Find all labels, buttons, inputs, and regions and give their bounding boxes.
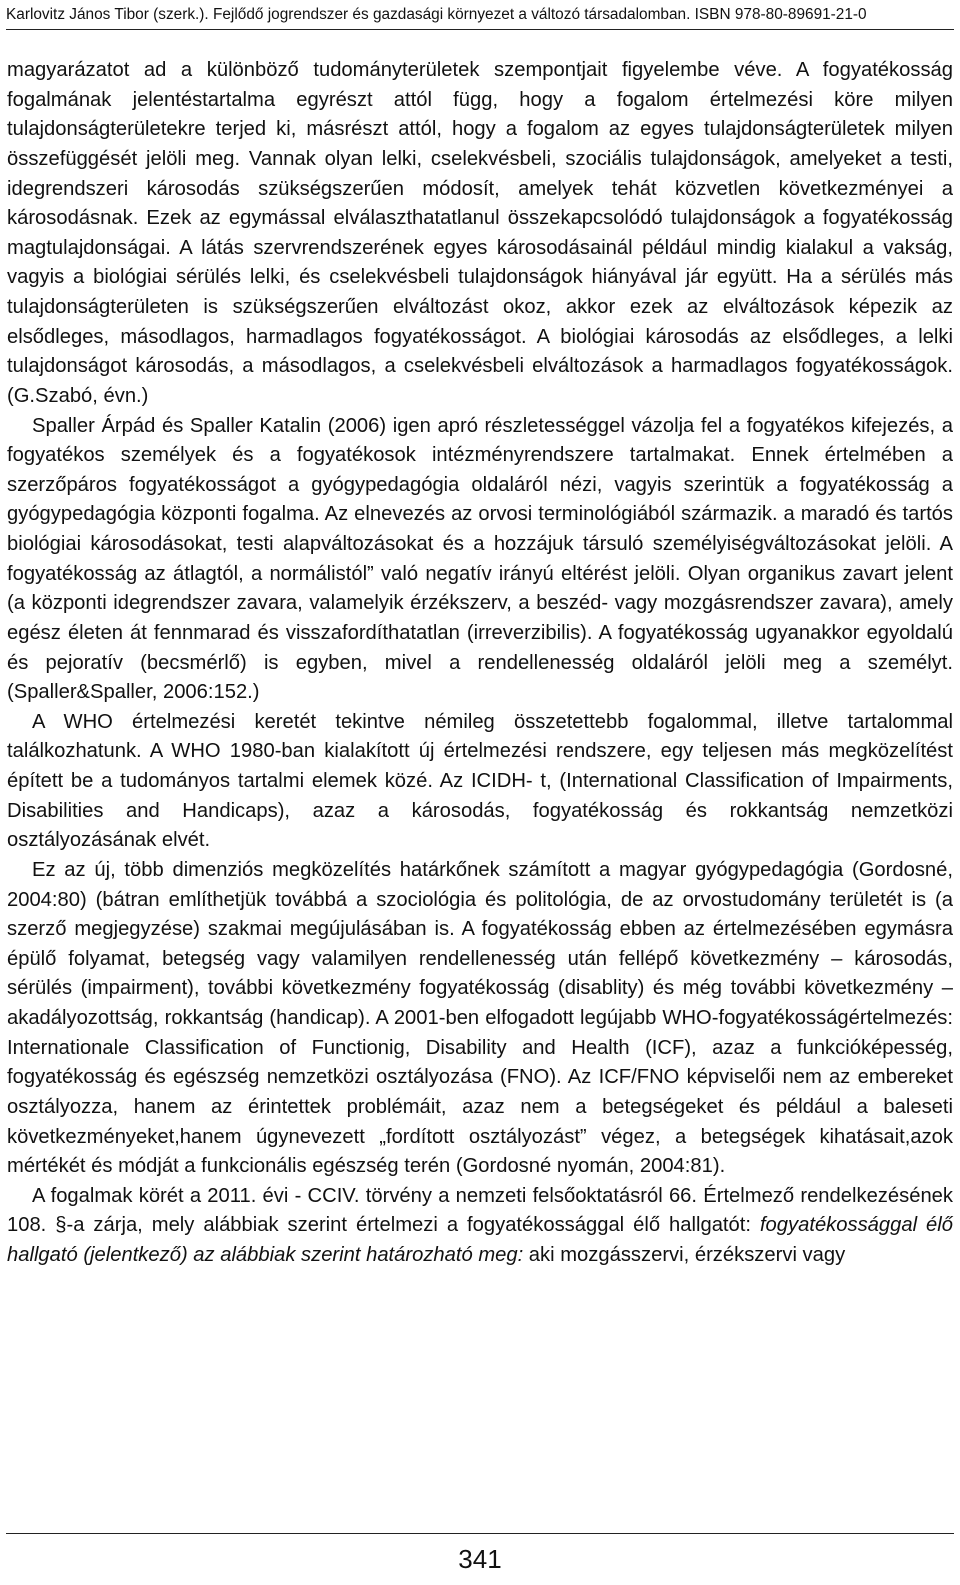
- paragraph-5: [7, 1182, 953, 1271]
- running-header: Karlovitz János Tibor (szerk.). Fejlődő jogrendszer és gazdasági környezet a változó társadalomban. ISBN 978-80-89691-21-0: [6, 6, 867, 23]
- paragraph-1: magyarázatot ad a különböző tudományterületek szempontjait figyelembe véve. A fogyatékosság fogalmának jelentéstartalma egyrészt attól függ, hogy a fogalom értelmezési köre milyen tulajdonságterületekre terjed ki, másrészt attól, hogy a fogalom az egyes tulajdonságterületek milyen összefüggését jelöli meg. Vannak olyan lelki, cselekvésbeli, szociális tulajdonságok, amelyeket a testi, idegrendszeri károsodás szükségszerűen módosít, amelyek tehát közvetlen következményei a károsodásnak. Ezek az egymással elválaszthatatlanul összekapcsolódó tulajdonságok a fogyatékosság magtulajdonságai. A látás szervrendszerének egyes károsodásainál például mindig kialakul a vakság, vagyis a biológiai sérülés lelki, és cselekvésbeli tulajdonságok hiányával jár együtt. Ha a sérülés más tulajdonságterületen is szükségszerűen elváltozást okoz, akkor ezek az elváltozások képezik az elsődleges, másodlagos, harmadlagos fogyatékosságot. A biológiai károsodás az elsődleges, a lelki tulajdonságot károsodás, a másodlagos, a cselekvésbeli elváltozások a harmadlagos fogyatékosságok. (G.Szabó, évn.): [7, 59, 953, 407]
- paragraph-3: A WHO értelmezési keretét tekintve némileg összetettebb fogalommal, illetve tartalommal találkozhatunk. A WHO 1980-ban kialakított új értelmezési rendszere, egy teljesen más megközelítést épített be a tudományos tartalmi elemek közé. Az ICIDH- t, (International Classification of Impairments, Disabilities and Handicaps), azaz a károsodás, fogyatékosság és rokkantság nemzetközi osztályozásának elvét.: [7, 710, 953, 852]
- paragraph-2: Spaller Árpád és Spaller Katalin (2006) igen apró részletességgel vázolja fel a fogyatékos kifejezés, a fogyatékos személyek és a fogyatékosok intézményrendszere tartalmakat. Ennek értelmében a szerzőpáros fogyatékosságot a gyógypedagógia oldaláról nézi, vagyis szerintük a fogyatékosság a gyógypedagógia központi fogalma. Az elnevezés az orvosi terminológiából származik. a maradó és tartós biológiai károsodásokat, testi alapváltozásokat és a hozzájuk társuló személyiségváltozásokat jelöli. A fogyatékosság az átlagtól, a normálistól” való negatív irányú eltérést jelöli. Olyan organikus zavart jelent (a központi idegrendszer zavara, valamelyik érzékszerv, a beszéd- vagy mozgásrendszer zavara), amely egész életen át fennmarad és visszafordíthatatlan (irreverzibilis). A fogyatékosság ugyanakkor egyoldalú és pejoratív (becsmérlő) is egyben, mivel a rendellenesség oldaláról jelöli meg a személyt. (Spaller&Spaller, 2006:152.): [7, 414, 953, 704]
- paragraph-5-tail: aki mozgásszervi, érzékszervi vagy: [523, 1244, 846, 1266]
- header-divider: [6, 29, 954, 30]
- main-text: [7, 56, 953, 1271]
- page-number: 341: [458, 1544, 502, 1574]
- paragraph-5-italic-definition: fogyatékossággal élő hallgató (jelentkező) az alábbiak szerint határozható meg:: [7, 1214, 953, 1266]
- footer-divider: [6, 1533, 954, 1534]
- paragraph-4: Ez az új, több dimenziós megközelítés határkőnek számított a magyar gyógypedagógia (Gordosné, 2004:80) (bátran említhetjük továbbá a szociológia és politológia, de az orvostudomány területét is (a szerző megjegyzése) szakmai megújulásában is. A fogyatékosság ebben az értelmezésében egymásra épülő folyamat, betegség vagy valamilyen rendellenesség után fellépő következmény – károsodás, sérülés (impairment), további következmény fogyatékosság (disablity) és még további következmény – akadályozottság, rokkantság (handicap). A 2001-ben elfogadott legújabb WHO-fogyatékosságértelmezés: Internationale Classification of Functionig, Disability and Health (ICF), azaz a funkcióképesség, fogyatékosság és egészség nemzetközi osztályozása (FNO). Az ICF/FNO képviselői nem az embereket osztályozza, hanem az érintettek problémáit, azaz nem a betegségeket és például a baleseti következményeket,hanem úgynevezett „fordított osztályozást” végez, a betegségek kihatásait,azok mértékét és módját a funkcionális egészség terén (Gordosné nyomán, 2004:81).: [7, 858, 953, 1178]
- paragraph-5-text: A fogalmak körét a 2011. évi - CCIV. törvény a nemzeti felsőoktatásról 66. Értelmező rendelkezésének 108. §-a zárja, mely alábbiak szerint értelmezi a fogyatékossággal élő hallgatót:: [7, 1184, 953, 1237]
